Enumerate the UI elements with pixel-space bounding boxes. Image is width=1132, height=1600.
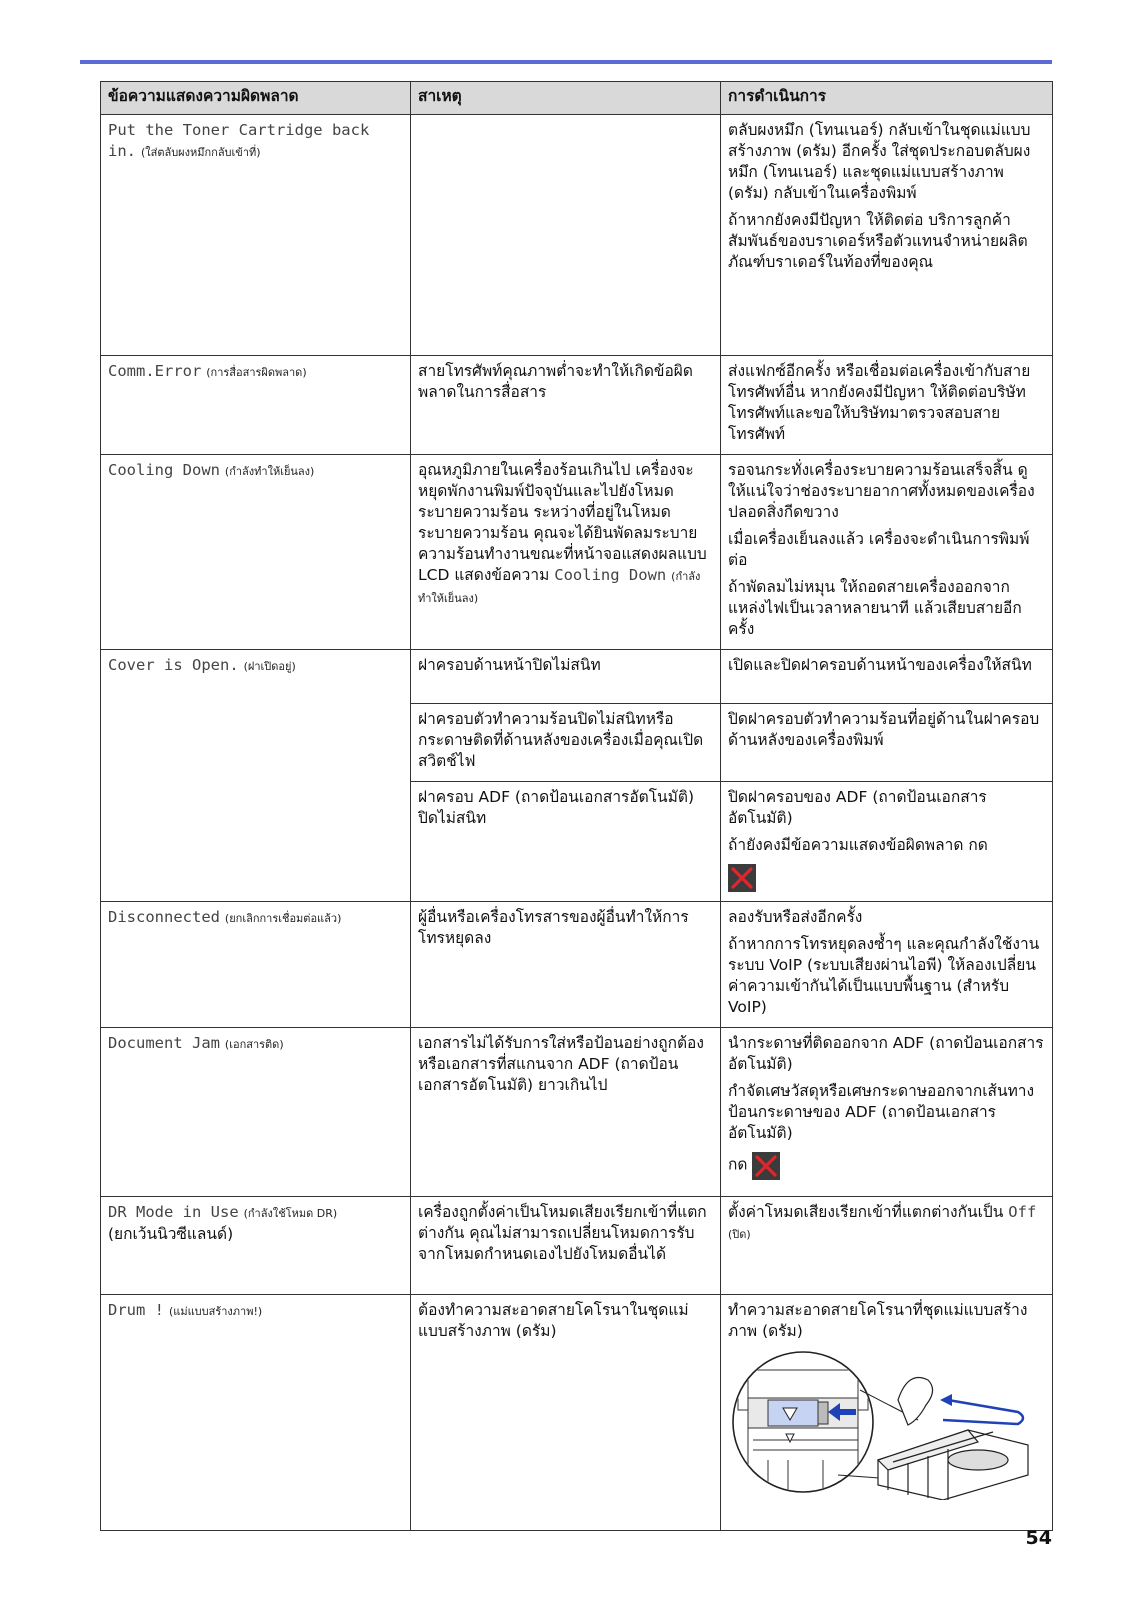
table-row [101,902,1053,1028]
action-text: กด [728,1155,748,1174]
action-cell [721,356,1053,455]
action-text: เปิดและปิดฝาครอบด้านหน้าของเครื่องให้สนิท [728,656,1032,674]
table-row [101,356,1053,455]
message-cell [101,650,411,902]
message-code: Disconnected [108,908,220,926]
page-number: 54 [1025,1527,1052,1549]
cause-cell: ต้องทำความสะอาดสายโคโรนาในชุดแม่แบบสร้างภาพ (ดรัม) [411,1295,721,1531]
message-translation: (การสื่อสารผิดพลาด) [206,366,307,379]
action-cell [721,115,1053,356]
action-text: ลองรับหรือส่งอีกครั้ง [728,908,863,926]
message-cell [101,1295,411,1531]
message-code: Drum ! [108,1301,164,1319]
action-text: ตลับผงหมึก (โทนเนอร์) กลับเข้าในชุดแม่แบบสร้างภาพ (ดรัม) อีกครั้ง ใส่ชุดประกอบตลับผงหมึก (โทนเนอร์) และชุดแม่แบบสร้างภาพ (ดรัม) กลับเข้าในเครื่องพิมพ์ [728,121,1031,202]
action-cell [721,782,1053,902]
message-translation: (กำลังทำให้เย็นลง) [224,465,315,478]
cause-translation: (กำลังทำให้เย็นลง) [418,570,701,605]
cause-cell: ฝาครอบตัวทำความร้อนปิดไม่สนิทหรือกระดาษติดที่ด้านหลังของเครื่องเมื่อคุณเปิดสวิตช์ไฟ [411,704,721,782]
action-cell [721,902,1053,1028]
action-text: ตั้งค่าโหมดเสียงเรียกเข้าที่แตกต่างกันเป็น [728,1203,1004,1221]
message-code: DR Mode in Use [108,1203,239,1221]
cause-cell: ฝาครอบ ADF (ถาดป้อนเอกสารอัตโนมัติ) ปิดไม่สนิท [411,782,721,902]
message-cell [101,115,411,356]
top-rule [80,60,1052,64]
message-cell [101,356,411,455]
message-code: Comm.Error [108,362,202,380]
action-text: นำกระดาษที่ติดออกจาก ADF (ถาดป้อนเอกสารอัตโนมัติ) [728,1034,1044,1073]
action-text: รอจนกระทั่งเครื่องระบายความร้อนเสร็จสิ้น ดูให้แน่ใจว่าช่องระบายอากาศทั้งหมดของเครื่องปลอดสิ่งกีดขวาง [728,461,1035,521]
message-cell [101,902,411,1028]
header-cause: สาเหตุ [411,82,721,115]
stop-x-icon [728,864,756,892]
cause-code: Cooling Down [554,566,667,584]
message-cell [101,1197,411,1295]
message-code: Document Jam [108,1034,220,1052]
action-press [728,1150,1045,1180]
action-text: ถ้าหากยังคงมีปัญหา ให้ติดต่อ บริการลูกค้าสัมพันธ์ของบราเดอร์หรือตัวแทนจำหน่ายผลิตภัณฑ์บราเดอร์ในท้องที่ของคุณ [728,211,1028,271]
message-translation: (ฝาเปิดอยู่) [243,660,296,673]
cause-cell: ผู้อื่นหรือเครื่องโทรสารของผู้อื่นทำให้การโทรหยุดลง [411,902,721,1028]
action-cell [721,704,1053,782]
message-translation: (กำลังใช้โหมด DR) [243,1207,338,1220]
action-translation: (ปิด) [728,1228,751,1241]
error-message-table [100,81,1053,1531]
action-text: ถ้าหากการโทรหยุดลงซ้ำๆ และคุณกำลังใช้งานระบบ VoIP (ระบบเสียงผ่านไอพี) ให้ลองเปลี่ยนค่าความเข้ากันได้เป็นแบบพื้นฐาน (สำหรับ VoIP) [728,935,1040,1016]
drum-corona-illustration [728,1350,1045,1506]
message-translation: (ใส่ตลับผงหมึกกลับเข้าที่) [140,146,261,159]
cause-cell: ฝาครอบด้านหน้าปิดไม่สนิท [411,650,721,704]
table-row [101,1197,1053,1295]
table-row [101,650,1053,704]
action-code: Off [1008,1203,1037,1221]
cause-text: อุณหภูมิภายในเครื่องร้อนเกินไป เครื่องจะหยุดพักงานพิมพ์ปัจจุบันและไปยังโหมดระบายความร้อน ระหว่างที่อยู่ในโหมดระบายความร้อน คุณจะได้ยินพัดลมระบายความร้อนทำงานขณะที่หน้าจอแสดงผลแบบ LCD แสดงข้อความ [418,461,707,584]
table-row [101,115,1053,356]
action-cell [721,650,1053,704]
message-cell [101,455,411,650]
message-note: (ยกเว้นนิวซีแลนด์) [108,1225,234,1243]
header-action: การดำเนินการ [721,82,1053,115]
action-cell [721,455,1053,650]
cause-cell: สายโทรศัพท์คุณภาพต่ำจะทำให้เกิดข้อผิดพลาดในการสื่อสาร [411,356,721,455]
action-text: ปิดฝาครอบของ ADF (ถาดป้อนเอกสารอัตโนมัติ) [728,788,987,827]
action-text: ปิดฝาครอบตัวทำความร้อนที่อยู่ด้านในฝาครอบด้านหลังของเครื่องพิมพ์ [728,710,1040,749]
action-text: เมื่อเครื่องเย็นลงแล้ว เครื่องจะดำเนินการพิมพ์ต่อ [728,530,1030,569]
cause-cell: เครื่องถูกตั้งค่าเป็นโหมดเสียงเรียกเข้าที่แตกต่างกัน คุณไม่สามารถเปลี่ยนโหมดการรับจากโหมดกำหนดเองไปยังโหมดอื่นได้ [411,1197,721,1295]
action-text: ส่งแฟกซ์อีกครั้ง หรือเชื่อมต่อเครื่องเข้ากับสายโทรศัพท์อื่น หากยังคงมีปัญหา ให้ติดต่อบริษัทโทรศัพท์และขอให้บริษัทมาตรวจสอบสายโทรศัพท์ [728,362,1031,443]
action-text: ทำความสะอาดสายโคโรนาที่ชุดแม่แบบสร้างภาพ (ดรัม) [728,1301,1028,1340]
message-translation: (เอกสารติด) [224,1038,284,1051]
cause-cell [411,455,721,650]
table-header-row [101,82,1053,115]
action-cell [721,1028,1053,1197]
message-translation: (แม่แบบสร้างภาพ!) [168,1305,263,1318]
action-cell [721,1295,1053,1531]
message-cell [101,1028,411,1197]
message-code: Put the Toner Cartridge back in. [108,121,370,160]
action-cell [721,1197,1053,1295]
stop-x-icon [752,1152,780,1180]
cause-cell [411,115,721,356]
table-row [101,1028,1053,1197]
action-text: ถ้ายังคงมีข้อความแสดงข้อผิดพลาด กด [728,836,988,854]
table-row [101,455,1053,650]
header-message: ข้อความแสดงความผิดพลาด [101,82,411,115]
table-row [101,1295,1053,1531]
message-code: Cover is Open. [108,656,239,674]
cause-cell: เอกสารไม่ได้รับการใส่หรือป้อนอย่างถูกต้อง หรือเอกสารที่สแกนจาก ADF (ถาดป้อนเอกสารอัตโนมัติ) ยาวเกินไป [411,1028,721,1197]
message-code: Cooling Down [108,461,220,479]
action-text: กำจัดเศษวัสดุหรือเศษกระดาษออกจากเส้นทางป้อนกระดาษของ ADF (ถาดป้อนเอกสารอัตโนมัติ) [728,1082,1035,1142]
action-text: ถ้าพัดลมไม่หมุน ให้ถอดสายเครื่องออกจากแหล่งไฟเป็นเวลาหลายนาที แล้วเสียบสายอีกครั้ง [728,578,1022,638]
message-translation: (ยกเลิกการเชื่อมต่อแล้ว) [224,912,342,925]
